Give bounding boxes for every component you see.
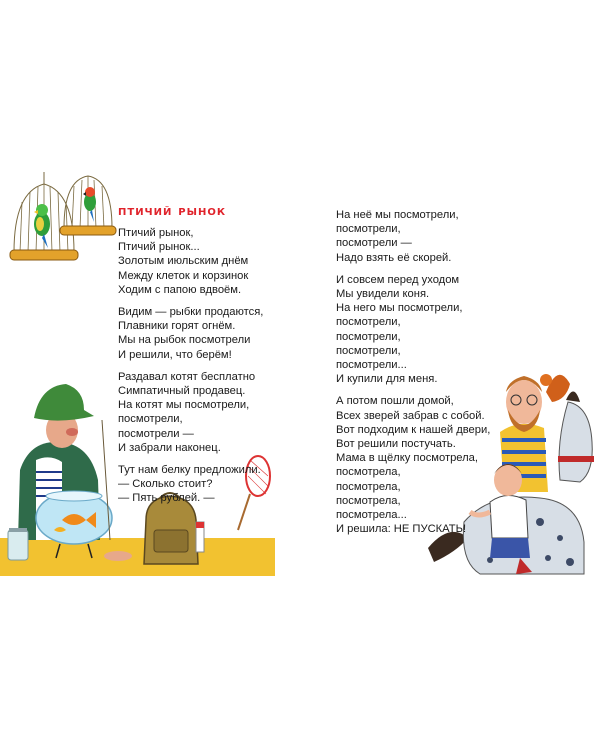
poem-line: Плавники горят огнём.: [118, 320, 236, 333]
poem-line: Вот подходим к нашей двери,: [336, 423, 491, 436]
stanza: [118, 226, 303, 297]
poem-line: Птичий рынок,: [118, 227, 194, 239]
stanza: [118, 370, 303, 455]
poem-line: посмотрели,: [336, 344, 401, 357]
poem-line: посмотрели —: [336, 237, 412, 250]
poem-line: — Сколько стоит?: [118, 478, 213, 491]
poem-line: — Пять рублей. —: [118, 492, 215, 505]
poem-line: Вот решили постучать.: [336, 438, 456, 451]
poem-line: На котят мы посмотрели,: [118, 399, 250, 412]
poem-column-right: [336, 208, 511, 544]
poem-line: И решили, что берём!: [118, 348, 232, 361]
stanza: [336, 394, 511, 536]
poem-line: Всех зверей забрав с собой.: [336, 409, 485, 422]
stanza: [118, 463, 303, 506]
poem-line: Мы увидели коня.: [336, 288, 430, 301]
poem-column-left: [118, 226, 303, 514]
poem-line: посмотрели,: [118, 413, 183, 426]
poem-line: посмотрела,: [336, 480, 401, 493]
poem-line: А потом пошли домой,: [336, 395, 454, 408]
poem-line: На неё мы посмотрели,: [336, 209, 459, 221]
poem-line: И решила: НЕ ПУСКАТЬ!: [336, 523, 467, 536]
poem-title: птичий рынок: [118, 203, 226, 219]
jar-icon: [8, 528, 28, 560]
poem-line: посмотрели,: [336, 316, 401, 329]
birdcage-icon: [8, 172, 120, 268]
stanza: [336, 208, 511, 265]
poem-line: И забрали наконец.: [118, 441, 221, 454]
poem-line: Раздавал котят бесплатно: [118, 370, 256, 383]
poem-line: Золотым июльским днём: [118, 255, 249, 268]
poem-line: посмотрели —: [118, 427, 194, 440]
poem-line: посмотрели,: [336, 223, 401, 236]
poem-line: Тут нам белку предложили.: [118, 464, 261, 477]
poem-line: посмотрели...: [336, 359, 407, 372]
poem-line: На него мы посмотрели,: [336, 302, 463, 315]
poem-line: посмотрела...: [336, 509, 407, 522]
poem-line: Симпатичный продавец.: [118, 385, 246, 398]
stanza: [336, 273, 511, 387]
poem-line: посмотрела,: [336, 494, 401, 507]
poem-line: Мы на рыбок посмотрели: [118, 334, 251, 347]
poem-line: Птичий рынок...: [118, 241, 200, 254]
poem-line: Видим — рыбки продаются,: [118, 306, 264, 319]
poem-line: Ходим с папою вдвоём.: [118, 283, 242, 296]
poem-line: Надо взять её скорей.: [336, 251, 452, 264]
poem-line: Мама в щёлку посмотрела,: [336, 452, 479, 465]
stanza: [118, 305, 303, 362]
poem-line: И купили для меня.: [336, 373, 438, 386]
poem-line: посмотрели,: [336, 330, 401, 343]
poem-line: Между клеток и корзинок: [118, 269, 249, 282]
squirrel-icon: [540, 374, 570, 402]
poem-line: посмотрела,: [336, 466, 401, 479]
poem-line: И совсем перед уходом: [336, 273, 460, 286]
